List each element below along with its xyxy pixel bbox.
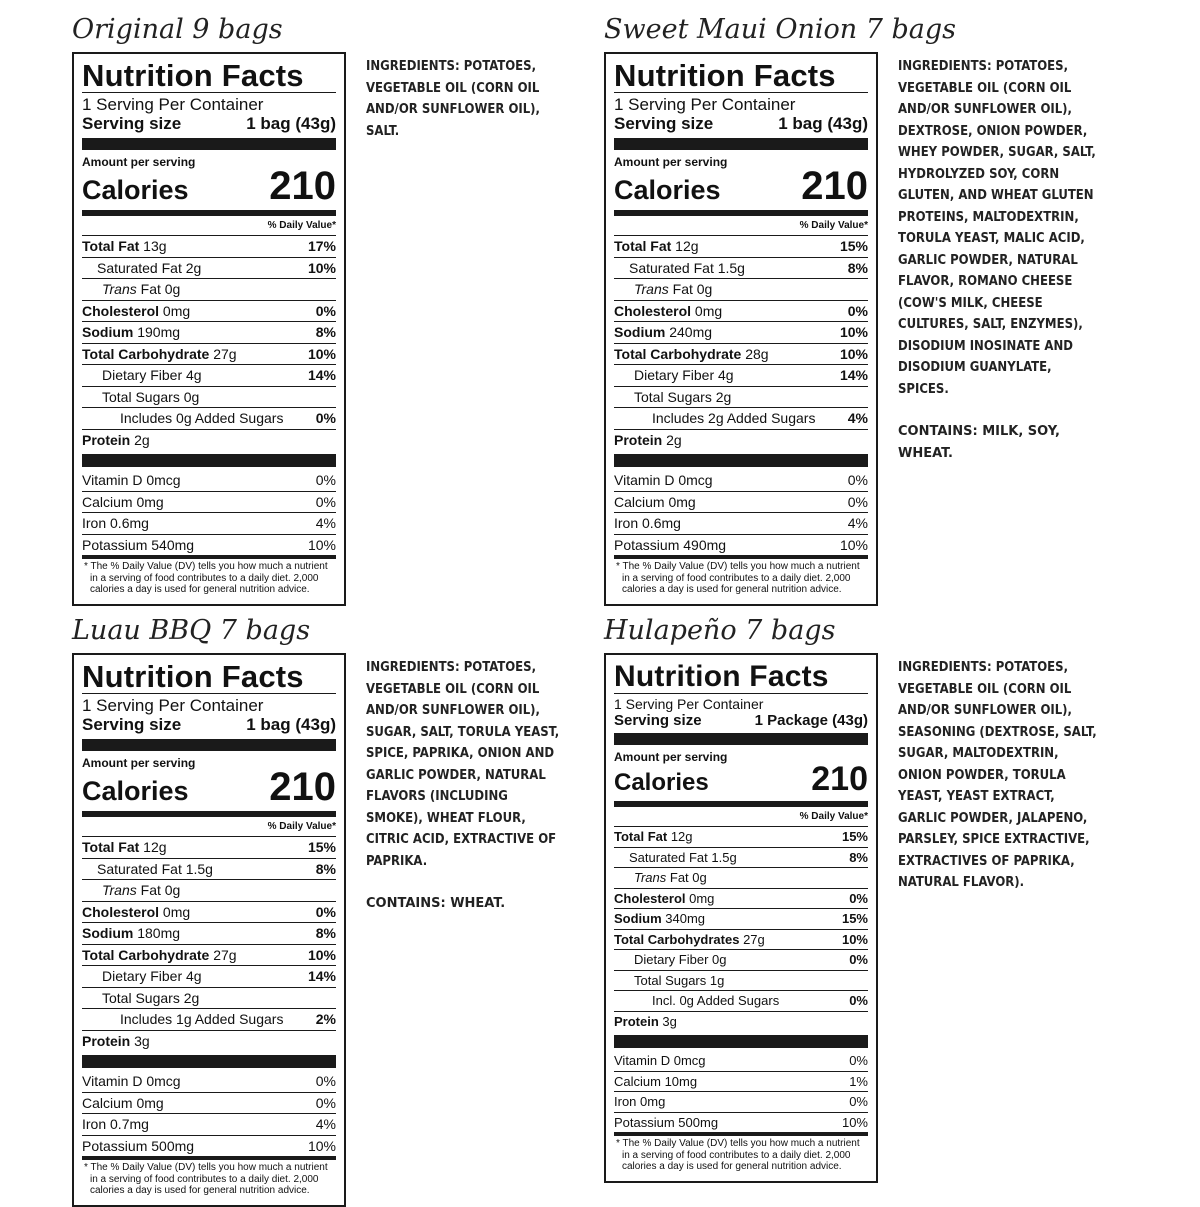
nutrient-bold-name: Total Fat bbox=[82, 238, 140, 255]
nutrient-row bbox=[82, 429, 336, 451]
vitamin-daily-value: 0% bbox=[847, 493, 868, 510]
nutrient-amount: 12g bbox=[671, 238, 699, 255]
nutrient-name bbox=[82, 389, 199, 405]
nutrient-amount: Incl. 0g Added Sugars bbox=[652, 993, 780, 1009]
nutrient-row bbox=[82, 343, 336, 365]
nutrient-bold-name: Total Fat bbox=[82, 839, 140, 856]
nutrient-bold-name: Total Fat bbox=[614, 238, 672, 255]
nutrient-row bbox=[82, 836, 336, 858]
nutrient-row bbox=[614, 386, 868, 408]
product-title: Hulapeño 7 bags bbox=[604, 615, 836, 646]
vitamin-row bbox=[82, 491, 336, 513]
nutrient-row bbox=[82, 321, 336, 343]
vitamin-name: Calcium 10mg bbox=[614, 1073, 698, 1089]
nutrient-daily-value: 0% bbox=[315, 302, 336, 319]
nutrient-amount: Fat 0g bbox=[666, 870, 707, 886]
nutrient-row bbox=[614, 429, 868, 451]
daily-value-footnote: * The % Daily Value (DV) tells you how much a nutrient in a serving of food contributes to a daily diet. 2,000 calories a day is used for general nutrition advice. bbox=[84, 1162, 328, 1196]
nutrient-row bbox=[614, 929, 868, 950]
ingredients-text: INGREDIENTS: POTATOES, VEGETABLE OIL (CORN OIL AND/OR SUNFLOWER OIL), DEXTROSE, ONION POWDER, WHEY POWDER, SUGAR, SALT, HYDROLYZED SOY, CORN GLUTEN, AND WHEAT GLUTEN PROTEINS, MALTODEXTRIN, TORULA YEAST, MALIC ACID, GARLIC POWDER, NATURAL FLAVOR, ROMANO CHEESE (COW'S MILK, CHEESE CULTURES, SALT, ENZYMES), DISODIUM INOSINATE AND DISODIUM GUANYLATE, SPICES. bbox=[898, 59, 1096, 397]
nutrient-bold-name: Sodium bbox=[82, 324, 134, 341]
nutrient-amount: 3g bbox=[130, 1032, 150, 1049]
vitamin-name: Potassium 540mg bbox=[82, 536, 195, 553]
nutrient-bold-name: Protein bbox=[82, 431, 131, 448]
nutrient-row bbox=[614, 949, 868, 970]
nutrient-amount: 180mg bbox=[133, 925, 181, 942]
nutrient-amount: 27g bbox=[209, 345, 237, 362]
vitamin-daily-value: 0% bbox=[315, 1094, 336, 1111]
nutrient-amount: Fat 0g bbox=[136, 882, 181, 899]
daily-value-footnote: * The % Daily Value (DV) tells you how much a nutrient in a serving of food contributes to a daily diet. 2,000 calories a day is used for general nutrition advice. bbox=[616, 561, 860, 595]
nutrient-row bbox=[82, 364, 336, 386]
nutrient-bold-name: Total Carbohydrate bbox=[82, 946, 210, 963]
nutrient-amount: Fat 0g bbox=[668, 281, 713, 298]
nutrient-row bbox=[82, 386, 336, 408]
nutrient-daily-value: 0% bbox=[315, 903, 336, 920]
nutrient-name bbox=[82, 904, 190, 920]
nutrition-facts-label bbox=[604, 52, 878, 606]
nutrient-list bbox=[614, 826, 868, 1031]
nutrient-amount: 190mg bbox=[133, 324, 181, 341]
nutrient-row bbox=[614, 867, 868, 888]
vitamin-name: Calcium 0mg bbox=[82, 1094, 164, 1111]
nutrient-row bbox=[82, 300, 336, 322]
vitamin-row bbox=[614, 491, 868, 513]
vitamin-list bbox=[614, 470, 868, 555]
allergen-statement: CONTAINS: WHEAT. bbox=[366, 896, 506, 911]
nutrient-name bbox=[82, 303, 190, 319]
vitamin-daily-value: 0% bbox=[315, 1073, 336, 1090]
nutrient-daily-value: 10% bbox=[307, 946, 336, 963]
nutrient-name bbox=[614, 829, 693, 844]
vitamin-row bbox=[82, 1135, 336, 1157]
vitamin-name: Vitamin D 0mcg bbox=[82, 472, 181, 489]
nutrient-bold-name: Total Fat bbox=[614, 829, 668, 845]
nutrient-amount: Saturated Fat 1.5g bbox=[629, 259, 745, 276]
product-panel bbox=[70, 613, 610, 1203]
nutrient-amount: Saturated Fat 2g bbox=[97, 259, 202, 276]
ingredients-panel bbox=[898, 56, 1098, 464]
nutrient-row bbox=[614, 257, 868, 279]
amount-per-serving: Amount per serving bbox=[82, 155, 196, 169]
nutrient-amount: Includes 0g Added Sugars bbox=[120, 410, 284, 427]
nutrient-bold-name: Total Carbohydrate bbox=[614, 345, 742, 362]
vitamin-name: Iron 0.6mg bbox=[614, 515, 681, 532]
vitamin-name: Vitamin D 0mcg bbox=[614, 472, 713, 489]
serving-size-value: 1 bag (43g) bbox=[778, 114, 868, 133]
serving-size-label: Serving size bbox=[614, 114, 714, 133]
nutrient-daily-value: 10% bbox=[839, 345, 868, 362]
nutrient-name bbox=[82, 281, 180, 297]
vitamin-row bbox=[614, 470, 868, 491]
nutrient-daily-value: 14% bbox=[307, 367, 336, 384]
nutrient-amount: 27g bbox=[209, 946, 237, 963]
nutrient-name bbox=[82, 1011, 283, 1027]
nutrient-bold-name: Total Carbohydrate bbox=[82, 345, 210, 362]
nutrient-daily-value: 0% bbox=[315, 410, 336, 427]
nutrient-daily-value: 0% bbox=[849, 952, 868, 968]
nutrient-daily-value: 8% bbox=[315, 324, 336, 341]
nutrition-facts-heading: Nutrition Facts bbox=[82, 58, 304, 93]
nutrient-amount: Total Sugars 2g bbox=[102, 989, 200, 1006]
nutrient-daily-value: 15% bbox=[307, 839, 336, 856]
nutrient-name bbox=[614, 952, 726, 967]
nutrient-amount: Dietary Fiber 4g bbox=[102, 968, 202, 985]
daily-value-header: % Daily Value* bbox=[799, 220, 868, 231]
nutrient-row bbox=[82, 858, 336, 880]
nutrient-name bbox=[614, 324, 712, 340]
vitamin-daily-value: 1% bbox=[849, 1073, 868, 1089]
nutrient-daily-value: 17% bbox=[307, 238, 336, 255]
nutrient-name bbox=[614, 850, 737, 865]
nutrient-amount: 0mg bbox=[691, 302, 723, 319]
servings-per-container: 1 Serving Per Container bbox=[614, 95, 796, 114]
nutrient-name bbox=[614, 932, 765, 947]
nutrient-list bbox=[614, 235, 868, 450]
ingredients-text: INGREDIENTS: POTATOES, VEGETABLE OIL (CORN OIL AND/OR SUNFLOWER OIL), SALT. bbox=[366, 59, 540, 139]
nutrient-daily-value: 0% bbox=[849, 993, 868, 1009]
vitamin-daily-value: 10% bbox=[841, 1114, 868, 1130]
nutrition-facts-heading: Nutrition Facts bbox=[614, 660, 829, 693]
nutrient-daily-value: 8% bbox=[849, 849, 868, 865]
nutrient-amount: 0mg bbox=[685, 890, 715, 906]
nutrition-facts-heading: Nutrition Facts bbox=[82, 659, 304, 694]
nutrient-name bbox=[614, 389, 731, 405]
vitamin-row bbox=[82, 1071, 336, 1092]
vitamin-name: Potassium 490mg bbox=[614, 536, 727, 553]
product-panel bbox=[602, 12, 1142, 602]
vitamin-daily-value: 4% bbox=[315, 515, 336, 532]
nutrient-amount: 2g bbox=[662, 431, 682, 448]
vitamin-row bbox=[82, 470, 336, 491]
vitamin-list bbox=[614, 1051, 868, 1132]
ingredients-panel bbox=[366, 56, 566, 163]
nutrient-name bbox=[614, 281, 712, 297]
serving-size-value: 1 bag (43g) bbox=[246, 114, 336, 133]
nutrient-row bbox=[82, 922, 336, 944]
amount-per-serving: Amount per serving bbox=[82, 756, 196, 770]
nutrient-amount: 2g bbox=[130, 431, 150, 448]
nutrient-list bbox=[82, 235, 336, 450]
nutrient-amount: 240mg bbox=[665, 324, 713, 341]
product-panel bbox=[602, 613, 1142, 1203]
nutrient-daily-value: 0% bbox=[849, 890, 868, 906]
daily-value-footnote: * The % Daily Value (DV) tells you how much a nutrient in a serving of food contributes to a daily diet. 2,000 calories a day is used for general nutrition advice. bbox=[616, 1138, 860, 1172]
vitamin-row bbox=[82, 534, 336, 556]
daily-value-footnote: * The % Daily Value (DV) tells you how much a nutrient in a serving of food contributes to a daily diet. 2,000 calories a day is used for general nutrition advice. bbox=[84, 561, 328, 595]
nutrient-row bbox=[614, 1011, 868, 1032]
calories-label: Calories bbox=[614, 769, 709, 796]
nutrient-row bbox=[614, 278, 868, 300]
amount-per-serving: Amount per serving bbox=[614, 750, 728, 764]
vitamin-daily-value: 10% bbox=[839, 536, 868, 553]
daily-value-header: % Daily Value* bbox=[799, 811, 868, 822]
nutrient-name bbox=[82, 346, 237, 362]
nutrient-amount: 0mg bbox=[159, 903, 191, 920]
nutrient-daily-value: 10% bbox=[839, 324, 868, 341]
nutrient-daily-value: 0% bbox=[847, 302, 868, 319]
vitamin-row bbox=[614, 1091, 868, 1112]
nutrient-daily-value: 15% bbox=[839, 238, 868, 255]
nutrient-daily-value: 14% bbox=[307, 968, 336, 985]
vitamin-row bbox=[82, 1113, 336, 1135]
servings-per-container: 1 Serving Per Container bbox=[614, 696, 764, 712]
nutrient-bold-name: Cholesterol bbox=[82, 302, 160, 319]
vitamin-daily-value: 0% bbox=[315, 493, 336, 510]
nutrient-daily-value: 8% bbox=[315, 860, 336, 877]
vitamin-name: Vitamin D 0mcg bbox=[614, 1053, 706, 1069]
nutrient-amount: Dietary Fiber 4g bbox=[634, 367, 734, 384]
nutrient-name bbox=[614, 260, 745, 276]
nutrient-amount: 27g bbox=[739, 931, 765, 947]
vitamin-name: Potassium 500mg bbox=[82, 1137, 195, 1154]
nutrient-name bbox=[614, 303, 722, 319]
nutrient-name bbox=[614, 973, 724, 988]
ingredients-panel bbox=[898, 657, 1098, 915]
nutrient-italic-name: Trans bbox=[634, 870, 667, 886]
calories-value: 210 bbox=[811, 760, 868, 798]
calories-label: Calories bbox=[82, 776, 189, 806]
nutrient-name bbox=[614, 367, 734, 383]
nutrient-name bbox=[82, 947, 237, 963]
nutrient-name bbox=[82, 432, 150, 448]
calories-row bbox=[614, 760, 868, 798]
nutrient-italic-name: Trans bbox=[102, 281, 137, 298]
product-panel bbox=[70, 12, 610, 602]
nutrient-row bbox=[614, 407, 868, 429]
nutrient-bold-name: Sodium bbox=[82, 925, 134, 942]
serving-size-value: 1 bag (43g) bbox=[246, 715, 336, 734]
nutrient-daily-value: 10% bbox=[841, 931, 868, 947]
nutrient-name bbox=[82, 367, 202, 383]
nutrient-italic-name: Trans bbox=[102, 882, 137, 899]
serving-size-row bbox=[82, 715, 336, 735]
nutrient-amount: Total Sugars 2g bbox=[634, 388, 732, 405]
nutrient-row bbox=[82, 879, 336, 901]
nutrient-bold-name: Protein bbox=[82, 1032, 131, 1049]
nutrient-name bbox=[82, 990, 199, 1006]
nutrient-name bbox=[614, 410, 815, 426]
vitamin-daily-value: 10% bbox=[307, 1137, 336, 1154]
serving-size-row bbox=[614, 114, 868, 134]
calories-label: Calories bbox=[82, 175, 189, 205]
serving-size-row bbox=[614, 712, 868, 729]
vitamin-row bbox=[614, 512, 868, 534]
ingredients-text: INGREDIENTS: POTATOES, VEGETABLE OIL (CORN OIL AND/OR SUNFLOWER OIL), SEASONING (DEXTROSE, SALT, SUGAR, MALTODEXTRIN, ONION POWDER, TORULA YEAST, YEAST EXTRACT, GARLIC POWDER, JALAPENO, PARSLEY, SPICE EXTRACTIVE, EXTRACTIVES OF PAPRIKA, NATURAL FLAVOR). bbox=[898, 660, 1097, 890]
nutrient-daily-value: 15% bbox=[841, 911, 868, 927]
product-title: Original 9 bags bbox=[72, 14, 283, 45]
nutrient-bold-name: Cholesterol bbox=[614, 302, 692, 319]
vitamin-list bbox=[82, 470, 336, 555]
nutrient-row bbox=[82, 278, 336, 300]
nutrient-row bbox=[614, 321, 868, 343]
nutrient-daily-value: 4% bbox=[847, 410, 868, 427]
vitamin-row bbox=[82, 1092, 336, 1114]
nutrient-amount: 0mg bbox=[159, 302, 191, 319]
nutrient-row bbox=[614, 970, 868, 991]
daily-value-header: % Daily Value* bbox=[267, 821, 336, 832]
vitamin-name: Vitamin D 0mcg bbox=[82, 1073, 181, 1090]
nutrient-row bbox=[614, 908, 868, 929]
nutrition-facts-label bbox=[72, 52, 346, 606]
nutrient-name bbox=[82, 861, 213, 877]
nutrient-row bbox=[614, 888, 868, 909]
nutrient-bold-name: Cholesterol bbox=[82, 903, 160, 920]
serving-size-value: 1 Package (43g) bbox=[754, 712, 868, 729]
nutrient-bold-name: Sodium bbox=[614, 324, 666, 341]
nutrient-amount: 3g bbox=[658, 1013, 677, 1029]
nutrition-facts-label bbox=[72, 653, 346, 1207]
vitamin-row bbox=[614, 1051, 868, 1071]
nutrient-name bbox=[82, 410, 283, 426]
nutrient-row bbox=[82, 965, 336, 987]
nutrient-amount: Total Sugars 0g bbox=[102, 388, 200, 405]
serving-size-label: Serving size bbox=[614, 712, 702, 729]
servings-per-container: 1 Serving Per Container bbox=[82, 95, 264, 114]
vitamin-name: Potassium 500mg bbox=[614, 1114, 719, 1130]
nutrient-amount: 13g bbox=[139, 238, 167, 255]
vitamin-name: Iron 0mg bbox=[614, 1094, 666, 1110]
calories-value: 210 bbox=[269, 164, 336, 208]
nutrient-name bbox=[614, 911, 705, 926]
nutrient-daily-value: 10% bbox=[307, 259, 336, 276]
nutrient-amount: Saturated Fat 1.5g bbox=[97, 860, 213, 877]
nutrient-amount: Fat 0g bbox=[136, 281, 181, 298]
serving-size-row bbox=[82, 114, 336, 134]
nutrient-name bbox=[614, 891, 714, 906]
nutrient-daily-value: 14% bbox=[839, 367, 868, 384]
nutrient-amount: Total Sugars 1g bbox=[634, 972, 725, 988]
calories-row bbox=[614, 164, 868, 208]
serving-size-label: Serving size bbox=[82, 715, 182, 734]
nutrient-row bbox=[82, 944, 336, 966]
amount-per-serving: Amount per serving bbox=[614, 155, 728, 169]
nutrient-name bbox=[614, 993, 779, 1008]
nutrient-row bbox=[614, 300, 868, 322]
nutrient-daily-value: 10% bbox=[307, 345, 336, 362]
nutrient-name bbox=[82, 968, 202, 984]
daily-value-header: % Daily Value* bbox=[267, 220, 336, 231]
calories-value: 210 bbox=[801, 164, 868, 208]
nutrient-name bbox=[614, 346, 769, 362]
ingredients-text: INGREDIENTS: POTATOES, VEGETABLE OIL (CORN OIL AND/OR SUNFLOWER OIL), SUGAR, SALT, TORULA YEAST, SPICE, PAPRIKA, ONION AND GARLIC POWDER, NATURAL FLAVORS (INCLUDING SMOKE), WHEAT FLOUR, CITRIC ACID, EXTRACTIVE OF PAPRIKA. bbox=[366, 660, 560, 869]
nutrient-name bbox=[82, 1033, 150, 1049]
nutrient-row bbox=[614, 847, 868, 868]
vitamin-daily-value: 4% bbox=[315, 1116, 336, 1133]
nutrient-row bbox=[82, 901, 336, 923]
vitamin-row bbox=[82, 512, 336, 534]
nutrient-row bbox=[614, 826, 868, 847]
nutrient-name bbox=[82, 260, 201, 276]
nutrient-bold-name: Protein bbox=[614, 1013, 659, 1029]
vitamin-list bbox=[82, 1071, 336, 1156]
calories-value: 210 bbox=[269, 765, 336, 809]
nutrient-daily-value: 8% bbox=[847, 259, 868, 276]
vitamin-row bbox=[614, 534, 868, 556]
vitamin-row bbox=[614, 1071, 868, 1092]
nutrient-row bbox=[614, 364, 868, 386]
nutrient-amount: 12g bbox=[139, 839, 167, 856]
product-title: Luau BBQ 7 bags bbox=[72, 615, 311, 646]
nutrient-bold-name: Sodium bbox=[614, 911, 662, 927]
nutrient-daily-value: 15% bbox=[841, 829, 868, 845]
nutrient-row bbox=[82, 407, 336, 429]
nutrient-row bbox=[82, 987, 336, 1009]
vitamin-name: Calcium 0mg bbox=[614, 493, 696, 510]
nutrient-row bbox=[614, 343, 868, 365]
nutrient-row bbox=[82, 1008, 336, 1030]
vitamin-name: Iron 0.7mg bbox=[82, 1116, 149, 1133]
vitamin-name: Calcium 0mg bbox=[82, 493, 164, 510]
product-title: Sweet Maui Onion 7 bags bbox=[604, 14, 957, 45]
nutrition-facts-label bbox=[604, 653, 878, 1183]
nutrient-name bbox=[614, 238, 699, 254]
nutrient-row bbox=[614, 235, 868, 257]
nutrient-amount: Includes 2g Added Sugars bbox=[652, 410, 816, 427]
nutrient-italic-name: Trans bbox=[634, 281, 669, 298]
nutrient-amount: 12g bbox=[667, 829, 693, 845]
nutrient-name bbox=[82, 324, 180, 340]
calories-row bbox=[82, 765, 336, 809]
nutrient-name bbox=[82, 925, 180, 941]
allergen-statement: CONTAINS: MILK, SOY, WHEAT. bbox=[898, 424, 1060, 461]
servings-per-container: 1 Serving Per Container bbox=[82, 696, 264, 715]
nutrient-list bbox=[82, 836, 336, 1051]
vitamin-daily-value: 10% bbox=[307, 536, 336, 553]
nutrient-row bbox=[82, 235, 336, 257]
vitamin-daily-value: 0% bbox=[849, 1053, 868, 1069]
vitamin-name: Iron 0.6mg bbox=[82, 515, 149, 532]
calories-label: Calories bbox=[614, 175, 721, 205]
nutrient-name bbox=[614, 1014, 677, 1029]
vitamin-daily-value: 0% bbox=[847, 472, 868, 489]
nutrient-amount: Saturated Fat 1.5g bbox=[629, 849, 737, 865]
nutrient-name bbox=[82, 839, 167, 855]
nutrient-amount: 28g bbox=[741, 345, 769, 362]
calories-row bbox=[82, 164, 336, 208]
nutrient-bold-name: Cholesterol bbox=[614, 890, 686, 906]
vitamin-daily-value: 0% bbox=[849, 1094, 868, 1110]
nutrient-amount: 340mg bbox=[661, 911, 706, 927]
serving-size-label: Serving size bbox=[82, 114, 182, 133]
nutrient-name bbox=[614, 870, 707, 885]
vitamin-daily-value: 4% bbox=[847, 515, 868, 532]
vitamin-daily-value: 0% bbox=[315, 472, 336, 489]
nutrient-daily-value: 2% bbox=[315, 1011, 336, 1028]
nutrient-row bbox=[614, 990, 868, 1011]
ingredients-panel bbox=[366, 657, 566, 915]
nutrient-row bbox=[82, 257, 336, 279]
nutrition-facts-heading: Nutrition Facts bbox=[614, 58, 836, 93]
nutrient-name bbox=[614, 432, 682, 448]
nutrient-name bbox=[82, 238, 167, 254]
nutrient-row bbox=[82, 1030, 336, 1052]
nutrient-amount: Dietary Fiber 0g bbox=[634, 952, 727, 968]
nutrient-bold-name: Protein bbox=[614, 431, 663, 448]
vitamin-row bbox=[614, 1112, 868, 1133]
nutrient-name bbox=[82, 882, 180, 898]
nutrient-daily-value: 8% bbox=[315, 925, 336, 942]
nutrient-amount: Dietary Fiber 4g bbox=[102, 367, 202, 384]
nutrient-bold-name: Total Carbohydrates bbox=[614, 931, 740, 947]
nutrient-amount: Includes 1g Added Sugars bbox=[120, 1011, 284, 1028]
